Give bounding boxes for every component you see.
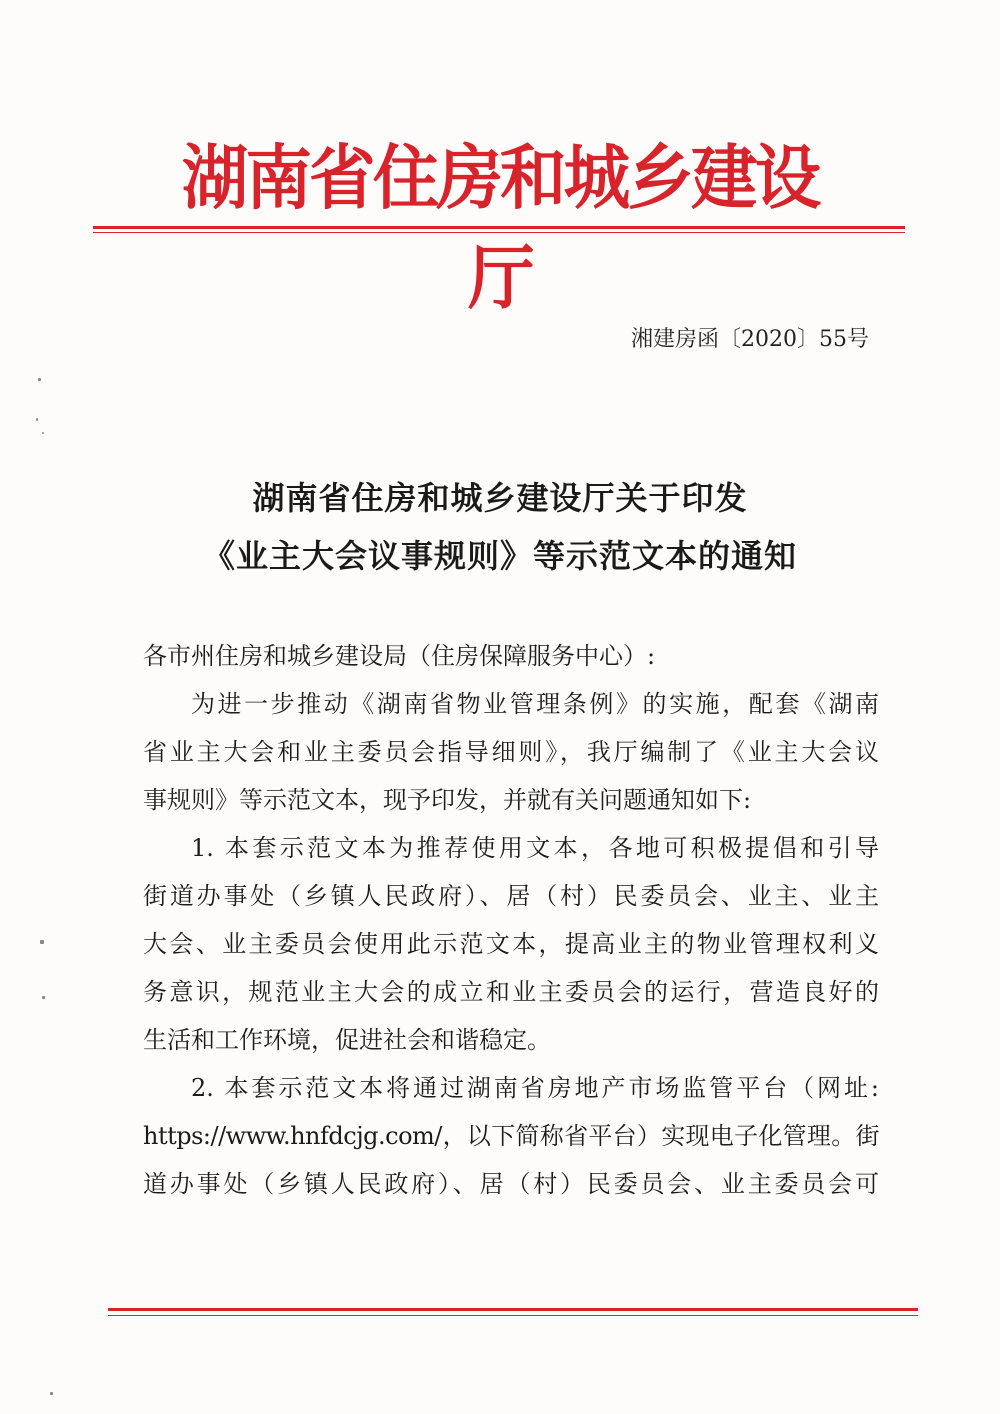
body-line: 2. 本套示范文本将通过湖南省房地产市场监管平台（网址: — [191, 1074, 879, 1102]
footer-red-rule — [108, 1308, 918, 1311]
body-line: 街道办事处（乡镇人民政府）、居（村）民委员会、业主、业主 — [143, 882, 879, 910]
addressee-line: 各市州住房和城乡建设局（住房保障服务中心）: — [143, 642, 656, 670]
document-title-line-2: 《业主大会议事规则》等示范文本的通知 — [202, 537, 797, 575]
footer-red-rule-thin — [108, 1315, 918, 1316]
scan-speck — [40, 940, 44, 944]
body-line: 道办事处（乡镇人民政府）、居（村）民委员会、业主委员会可 — [143, 1170, 879, 1198]
body-line: 务意识，规范业主大会的成立和业主委员会的运行，营造良好的 — [143, 978, 879, 1006]
header-red-rule-thin — [93, 232, 905, 233]
body-line-url: https://www.hnfdcjg.com/，以下简称省平台）实现电子化管理。街 — [143, 1122, 879, 1150]
scan-speck — [42, 996, 45, 999]
body-line: 1. 本套示范文本为推荐使用文本，各地可积极提倡和引导 — [191, 834, 879, 862]
body-line: 为进一步推动《湖南省物业管理条例》的实施，配套《湖南 — [191, 690, 879, 718]
scan-speck — [42, 432, 44, 434]
header-red-rule — [93, 226, 905, 229]
body-line: 大会、业主委员会使用此示范文本，提高业主的物业管理权利义 — [143, 930, 879, 958]
body-line: 生活和工作环境，促进社会和谐稳定。 — [143, 1026, 551, 1054]
document-title-line-1: 湖南省住房和城乡建设厅关于印发 — [252, 479, 748, 517]
body-line: 事规则》等示范文本，现予印发，并就有关问题通知如下: — [143, 786, 752, 814]
body-line: 省业主大会和业主委员会指导细则》，我厅编制了《业主大会议 — [143, 738, 879, 766]
document-number: 湘建房函〔2020〕55号 — [631, 327, 869, 352]
scan-speck — [50, 1392, 53, 1395]
scan-speck — [38, 378, 41, 381]
scan-speck — [36, 418, 38, 421]
issuing-org-header: 湖南省住房和城乡建设厅 — [181, 137, 819, 319]
